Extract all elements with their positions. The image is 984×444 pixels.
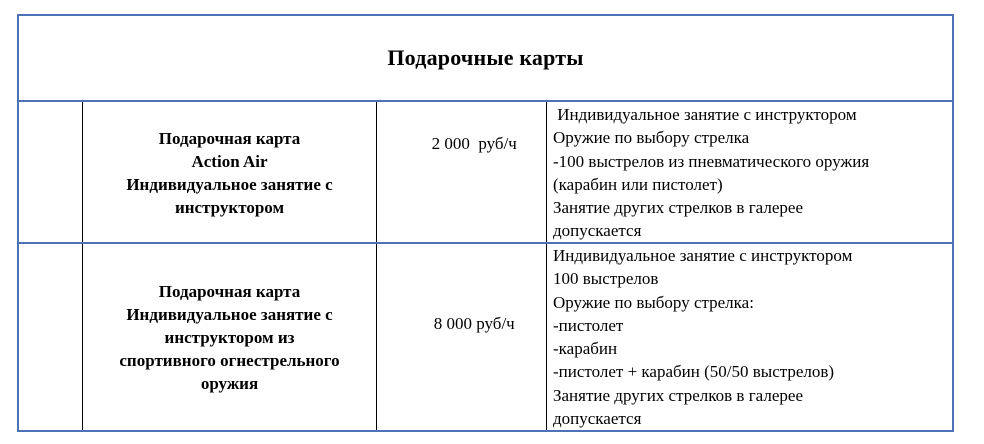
card-name-line: Action Air (191, 152, 268, 171)
card-name-line: Подарочная карта (158, 281, 301, 301)
description-line: -карабин (553, 339, 618, 359)
card-name-line: спортивного огнестрельного (119, 350, 340, 370)
description-line: Оружие по выбору стрелка: (553, 292, 754, 312)
gift-cards-table (17, 14, 954, 432)
table-row (19, 102, 952, 244)
description-line: -пистолет + карабин (50/50 выстрелов) (553, 362, 835, 382)
description-cell (547, 102, 952, 242)
card-name-line: Подарочная карта (158, 129, 301, 148)
description-line: Индивидуальное занятие с инструктором (553, 246, 853, 265)
card-name-cell (83, 102, 377, 242)
table-row (19, 244, 952, 430)
card-name-line: инструктором (174, 198, 285, 217)
description-line: 100 выстрелов (553, 269, 659, 289)
description-line: допускается (553, 409, 642, 429)
card-price: 2 000 руб/ч (431, 134, 517, 153)
price-cell (377, 244, 547, 430)
card-name-line: Индивидуальное занятие с (126, 175, 333, 194)
table-header (19, 16, 952, 102)
description-line: -пистолет (553, 315, 624, 335)
card-price: 8 000 руб/ч (433, 314, 515, 333)
description-line: допускается (553, 221, 642, 241)
description-line: Индивидуальное занятие с инструктором (553, 105, 857, 124)
description-line: Занятие других стрелков в галерее (553, 385, 803, 405)
empty-cell (19, 102, 83, 242)
description-line: Занятие других стрелков в галерее (553, 198, 803, 218)
empty-cell (19, 244, 83, 430)
card-name-line: инструктором из (164, 327, 295, 347)
description-line: (карабин или пистолет) (553, 174, 723, 194)
card-name-line: Индивидуальное занятие с (126, 304, 333, 324)
table-title: Подарочные карты (387, 45, 584, 70)
price-cell (377, 102, 547, 242)
description-line: -100 выстрелов из пневматического оружия (553, 151, 870, 171)
card-name-cell (83, 244, 377, 430)
description-cell (547, 244, 952, 430)
description-line: Оружие по выбору стрелка (553, 128, 750, 148)
card-name-line: оружия (200, 373, 259, 393)
